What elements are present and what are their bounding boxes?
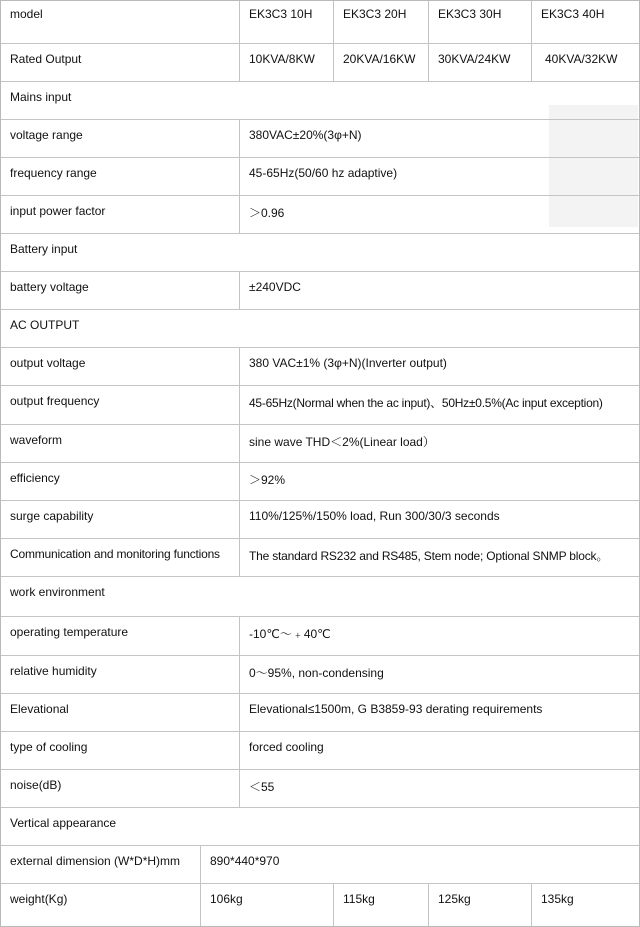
- table-row-relative-humidity: [1, 656, 639, 694]
- section-title: work environment: [10, 585, 105, 599]
- battery-voltage-value: ±240VDC: [239, 272, 639, 309]
- section-title: Vertical appearance: [10, 816, 117, 830]
- section-work-environment: [1, 577, 639, 617]
- weight-20h: 115kg: [333, 884, 428, 926]
- input-power-factor-value: ＞0.96: [239, 196, 639, 233]
- cooling-value: forced cooling: [239, 732, 639, 769]
- table-row-voltage-range: [1, 120, 639, 158]
- noise-value: ＜55: [239, 770, 639, 807]
- weight-30h: 125kg: [428, 884, 531, 926]
- surge-capability-label: surge capability: [10, 509, 94, 523]
- relative-humidity-label: relative humidity: [10, 664, 97, 678]
- section-title: AC OUTPUT: [10, 318, 80, 332]
- table-row-output-voltage: [1, 348, 639, 386]
- section-title: Mains input: [10, 90, 72, 104]
- model-30h: EK3C3 30H: [428, 1, 531, 43]
- table-row-input-power-factor: [1, 196, 639, 234]
- relative-humidity-value: 0～95%, non-condensing: [239, 656, 639, 693]
- rated-output-10h: 10KVA/8KW: [239, 44, 333, 81]
- communication-value: The standard RS232 and RS485, Stem node; Optional SNMP block。: [239, 539, 639, 576]
- table-row-operating-temperature: [1, 617, 639, 656]
- table-row-rated-output: [1, 44, 639, 82]
- table-row-noise: [1, 770, 639, 808]
- voltage-range-value: 380VAC±20%(3φ+N): [239, 120, 639, 157]
- section-ac-output: [1, 310, 639, 348]
- table-row-model: [1, 1, 639, 44]
- operating-temperature-value: -10℃～﹢40℃: [239, 617, 639, 655]
- output-frequency-label: output frequency: [10, 394, 100, 408]
- section-battery-input: [1, 234, 639, 272]
- table-row-cooling: [1, 732, 639, 770]
- table-row-battery-voltage: [1, 272, 639, 310]
- table-row-external-dimension: [1, 846, 639, 884]
- table-row-output-frequency: [1, 386, 639, 425]
- weight-label: weight(Kg): [10, 892, 68, 906]
- waveform-label: waveform: [10, 433, 63, 447]
- table-row-weight: [1, 884, 639, 926]
- rated-output-30h: 30KVA/24KW: [428, 44, 531, 81]
- input-power-factor-label: input power factor: [10, 204, 106, 218]
- table-row-frequency-range: [1, 158, 639, 196]
- table-row-surge-capability: [1, 501, 639, 539]
- elevational-label: Elevational: [10, 702, 69, 716]
- rated-output-40h: 40KVA/32KW: [531, 44, 639, 81]
- output-voltage-label: output voltage: [10, 356, 86, 370]
- communication-label: Communication and monitoring functions: [10, 547, 220, 561]
- frequency-range-value: 45-65Hz(50/60 hz adaptive): [239, 158, 639, 195]
- operating-temperature-label: operating temperature: [10, 625, 129, 639]
- external-dimension-label: external dimension (W*D*H)mm: [10, 854, 181, 868]
- noise-label: noise(dB): [10, 778, 62, 792]
- external-dimension-value: 890*440*970: [200, 846, 639, 883]
- section-title: Battery input: [10, 242, 78, 256]
- efficiency-label: efficiency: [10, 471, 60, 485]
- model-label: model: [10, 7, 43, 21]
- frequency-range-label: frequency range: [10, 166, 97, 180]
- rated-output-label: Rated Output: [10, 52, 82, 66]
- table-row-elevational: [1, 694, 639, 732]
- rated-output-20h: 20KVA/16KW: [333, 44, 428, 81]
- waveform-value: sine wave THD＜2%(Linear load）: [239, 425, 639, 462]
- table-row-efficiency: [1, 463, 639, 501]
- output-frequency-value: 45-65Hz(Normal when the ac input)、50Hz±0.5%(Ac input exception): [239, 386, 639, 424]
- weight-10h: 106kg: [200, 884, 333, 926]
- weight-40h: 135kg: [531, 884, 639, 926]
- efficiency-value: ＞92%: [239, 463, 639, 500]
- battery-voltage-label: battery voltage: [10, 280, 89, 294]
- model-10h: EK3C3 10H: [239, 1, 333, 43]
- section-mains-input: [1, 82, 639, 120]
- table-row-waveform: [1, 425, 639, 463]
- section-vertical-appearance: [1, 808, 639, 846]
- cooling-label: type of cooling: [10, 740, 88, 754]
- surge-capability-value: 110%/125%/150% load, Run 300/30/3 seconds: [239, 501, 639, 538]
- model-20h: EK3C3 20H: [333, 1, 428, 43]
- voltage-range-label: voltage range: [10, 128, 83, 142]
- elevational-value: Elevational≤1500m, G B3859-93 derating requirements: [239, 694, 639, 731]
- output-voltage-value: 380 VAC±1% (3φ+N)(Inverter output): [239, 348, 639, 385]
- model-40h: EK3C3 40H: [531, 1, 639, 43]
- table-row-communication: [1, 539, 639, 577]
